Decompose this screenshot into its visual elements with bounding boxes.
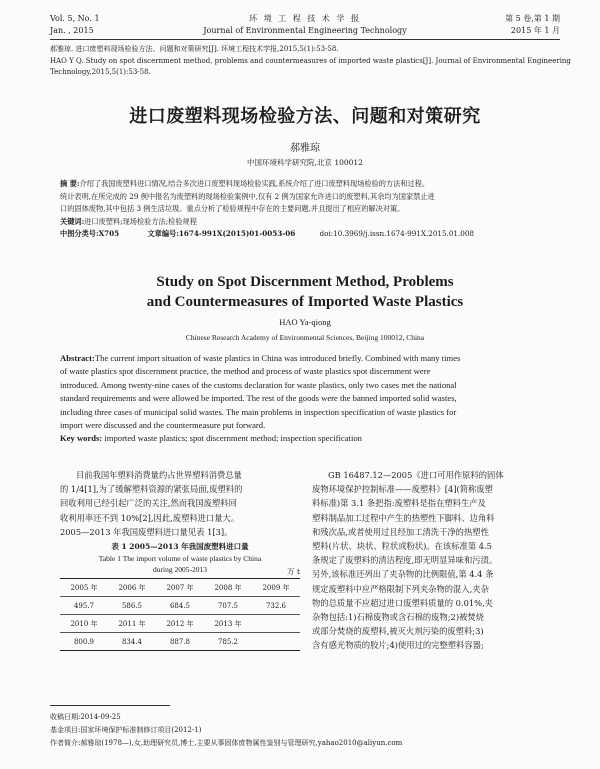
table-cell: 2006 年 xyxy=(108,579,156,597)
footnote-rule xyxy=(50,705,170,706)
abstract-en xyxy=(60,352,570,446)
body-line: 回收利用已经引起广泛的关注,然而我国废塑料回 xyxy=(60,498,237,509)
paper-title-en-line2: and Countermeasures of Imported Waste Plastics xyxy=(146,294,464,310)
journal-name-cn: 环 境 工 程 技 术 学 报 xyxy=(249,14,361,23)
table-row xyxy=(60,615,300,633)
abstract-en-line: of waste plastics spot discernment practice, the method and process of waste plastics spot discernment were xyxy=(60,366,431,377)
affiliation-en: Chinese Research Academy of Environmental Sciences, Beijing 100012, China xyxy=(185,333,425,342)
table-cell: 2011 年 xyxy=(108,615,156,633)
abstract-cn-line: 统计表明,在所完成的 29 例中报名为废塑料的现场检验案例中,仅有 2 例为国家允许进口的废塑料,其余均为国家禁止进 xyxy=(60,191,435,201)
table-cell: 887.8 xyxy=(156,633,204,651)
author-en: HAO Ya-qiong xyxy=(279,317,331,327)
citation-en-line1: HAO Y Q. Study on spot discernment method, problems and countermeasures of imported waste plastics[J]. Journal of Environmental Engineering xyxy=(50,57,571,65)
table-caption-cn: 表 1 2005—2013 年我国废塑料进口量 xyxy=(111,542,249,551)
keywords-cn-label: 关键词: xyxy=(60,216,85,226)
table-cell: 2007 年 xyxy=(156,579,204,597)
citation-en-line2: Technology,2015,5(1):53-58. xyxy=(50,68,151,76)
year-label: 2015 年 1 月 xyxy=(510,26,560,35)
body-line: 废物环境保护控制标准——废塑料》[4](简称废塑 xyxy=(312,484,493,495)
table-cell: 495.7 xyxy=(60,597,108,615)
received-date: 收稿日期:2014-09-25 xyxy=(50,713,121,721)
body-line: 另外,该标准还列出了夹杂物的比例限值,第 4.4 条 xyxy=(312,569,494,580)
body-line: 料标准)第 3.1 条把指:废塑料是指在塑料生产及 xyxy=(312,498,486,509)
body-line: 条规定了废塑料的清洁程度,即无明显异味和污渍。 xyxy=(312,555,498,566)
table-caption-en-line2: during 2005-2013 xyxy=(153,565,207,574)
right-column-body xyxy=(312,468,562,653)
table-cell: 2009 年 xyxy=(252,579,300,597)
table-cell: 800.9 xyxy=(60,633,108,651)
abstract-en-line: standard requirements and were allowed be imported. The rest of the goods were the banned imported solid wastes, xyxy=(60,393,457,404)
issue-label: 第 5 卷,第 1 期 xyxy=(505,14,560,23)
body-line: GB 16487.12—2005《进口可用作原料的固体 xyxy=(328,470,504,480)
table-cell: 586.5 xyxy=(108,597,156,615)
keywords-cn: 进口废塑料;现场检验方法;检验规程 xyxy=(84,216,197,226)
keywords-en: imported waste plastics; spot discernment method; inspection specification xyxy=(104,433,362,444)
table-cell: 2005 年 xyxy=(60,579,108,597)
table-cell: 684.5 xyxy=(156,597,204,615)
body-line: 和残次品,或者使用过且经加工清洗干净的热塑性 xyxy=(312,526,489,537)
volume-label: Vol. 5, No. 1 xyxy=(50,14,100,23)
author-cn: 郝雅琼 xyxy=(290,143,320,154)
body-line: 收利用率还不到 10%[2],因此,废塑料进口量大。 xyxy=(60,512,240,523)
doi: doi:10.3969/j.issn.1674-991X.2015.01.008 xyxy=(319,229,474,238)
table-cell: 2008 年 xyxy=(204,579,252,597)
abstract-en-line: import were discussed and the countermeasure put forward. xyxy=(60,420,266,431)
paper-title-cn: 进口废塑料现场检验方法、问题和对策研究 xyxy=(129,106,481,127)
body-line: 2005—2013 年我国废塑料进口量见表 1[3]。 xyxy=(60,526,233,537)
table-cell xyxy=(252,615,300,633)
abstract-cn-label: 摘 要: xyxy=(60,179,80,188)
author-info: 作者简介:郝雅琼(1978—),女,助理研究员,博士,主要从事固体废物属性鉴别与管理研究,yahao2010@aliyun.com xyxy=(50,739,403,747)
table-cell: 732.6 xyxy=(252,597,300,615)
journal-name-en: Journal of Environmental Engineering Technology xyxy=(203,26,407,35)
table-cell: 834.4 xyxy=(108,633,156,651)
body-line: 含有感光物质的胶片;4)使用过的完整塑料容器; xyxy=(312,640,484,651)
import-volume-table xyxy=(60,578,300,651)
table-cell xyxy=(252,633,300,651)
table-cell: 2012 年 xyxy=(156,615,204,633)
body-line: 塑料(片状、块状、粒状或粉状)。在该标准第 4.5 xyxy=(312,541,492,552)
table-cell: 2013 年 xyxy=(204,615,252,633)
table-caption-en-line1: Table 1 The import volume of waste plastics by China xyxy=(98,554,262,563)
keywords-en-label: Key words: xyxy=(60,433,103,444)
table-row xyxy=(60,633,300,651)
abstract-en-line: introduced. Among twenty-nine cases of the customs declaration for waste plastics, only two cases met the national xyxy=(60,379,457,390)
header-rule xyxy=(50,39,560,40)
body-line: 规定废塑料中应严格限制下列夹杂物的混入,夹杂 xyxy=(312,583,489,594)
abstract-cn xyxy=(60,178,560,241)
body-line: 杂物包括:1)石棉废物或含石棉的废物;2)被焚烧 xyxy=(312,612,484,623)
table-cell: 785.2 xyxy=(204,633,252,651)
clc-number: 中图分类号:X705 xyxy=(60,229,120,238)
table-unit: 万 t xyxy=(287,567,300,576)
table-row xyxy=(60,597,300,615)
body-line: 塑料制品加工过程中产生的热塑性下脚料、边角料 xyxy=(312,512,495,523)
body-line: 的 1/4[1],为了缓解塑料资源的紧张局面,废塑料的 xyxy=(60,484,243,495)
date-label: Jan. , 2015 xyxy=(50,26,94,35)
paper-title-en xyxy=(50,272,560,312)
paper-title-en-line1: Study on Spot Discernment Method, Problems xyxy=(156,274,454,290)
affiliation-cn: 中国环境科学研究院,北京 100012 xyxy=(247,158,363,167)
body-line: 目前我国年塑料消费量约占世界塑料消费总量 xyxy=(76,470,242,480)
abstract-en-line: The current import situation of waste plastics in China was introduced briefly. Combined with many times xyxy=(94,353,461,363)
citation-cn: 郝雅琼. 进口废塑料现场检验方法、问题和对策研究[J]. 环境工程技术学报,2015,5(1):53-58. xyxy=(50,45,339,53)
table-row xyxy=(60,579,300,597)
body-line: 物的总质量不应超过进口废塑料质量的 0.01%,夹 xyxy=(312,597,493,608)
abstract-en-line: including three cases of municipal solid wastes. The main problems in inspection specification of waste plastics for xyxy=(60,406,457,417)
abstract-cn-line: 口的固体废物,其中包括 3 例生活垃圾。重点分析了检验规程中存在的主要问题,并且提出了相应的解决对策。 xyxy=(60,204,405,213)
body-line: 或部分焚烧的废塑料,被灭火剂污染的废塑料;3) xyxy=(312,626,484,637)
document-code: 文章编号:1674-991X(2015)01-0053-06 xyxy=(147,229,296,238)
left-column-body xyxy=(60,468,300,539)
abstract-cn-line: 介绍了我国废塑料进口情况,结合多次进口废塑料现场检验实践,系统介绍了进口废塑料现场检验的方法和过程。 xyxy=(79,179,430,188)
fund-project: 基金项目:国家环境保护标准制修订项目(2012-1) xyxy=(50,726,202,734)
table-cell: 707.5 xyxy=(204,597,252,615)
abstract-en-label: Abstract: xyxy=(60,353,95,363)
table-cell: 2010 年 xyxy=(60,615,108,633)
